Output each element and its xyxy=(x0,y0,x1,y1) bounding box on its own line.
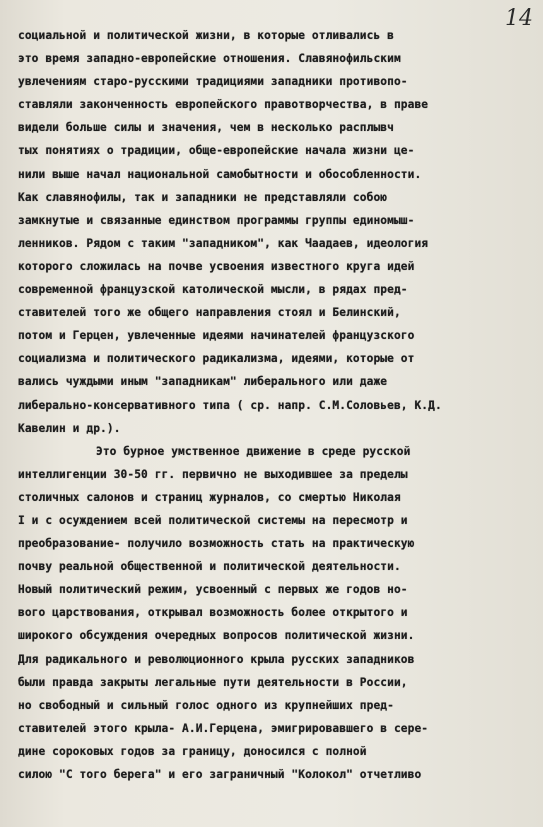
text-line: почву реальной общественной и политической деятельности. xyxy=(18,560,401,574)
text-line: либерально-консервативного типа ( ср. напр. С.М.Соловьев, К.Д. xyxy=(18,398,442,412)
text-line: дине сороковых годов за границу, доносился с полной xyxy=(18,744,367,758)
text-line: ленников. Рядом с таким "западником", как Чаадаев, идеология xyxy=(18,236,429,250)
text-line: современной французской католической мысли, в рядах пред- xyxy=(18,283,408,297)
text-line: широкого обсуждения очередных вопросов политической жизни. xyxy=(18,629,415,643)
text-line: Как славянофилы, так и западники не представляли собою xyxy=(18,190,388,204)
text-line: I и с осуждением всей политической системы на пересмотр и xyxy=(18,513,408,527)
text-line: ставителей этого крыла- А.И.Герцена, эмигрировавшего в сере- xyxy=(18,721,429,735)
text-line: интеллигенции 30-50 гг. первично не выходившее за пределы xyxy=(18,467,408,481)
text-line: вого царствования, открывал возможность более открытого и xyxy=(18,606,408,620)
text-line: ставителей того же общего направления стоял и Белинский, xyxy=(18,306,401,320)
text-line: ставляли законченность европейского правотворчества, в праве xyxy=(18,98,429,112)
text-line: Кавелин и др.). xyxy=(18,421,121,435)
text-line: Для радикального и революционного крыла русских западников xyxy=(18,652,415,666)
text-line: это время западно-европейские отношения. Славянофильским xyxy=(18,52,401,66)
text-line: были правда закрыты легальные пути деятельности в России, xyxy=(18,675,408,689)
text-line: столичных салонов и страниц журналов, со смертью Николая xyxy=(18,490,401,504)
text-line: видели больше силы и значения, чем в несколько расплывч xyxy=(18,121,394,135)
text-line: нили выше начал национальной самобытности и обособленности. xyxy=(18,167,422,181)
text-line: социальной и политической жизни, в которые отливались в xyxy=(18,29,394,42)
text-line: которого сложилась на почве усвоения известного круга идей xyxy=(18,259,415,273)
text-line: но свободный и сильный голос одного из крупнейших пред- xyxy=(18,698,394,712)
text-line: увлечениям старо-русскими традициями западники противопо- xyxy=(18,75,408,89)
text-line: социализма и политического радикализма, идеями, которые от xyxy=(18,352,415,366)
text-line-paragraph-start: Это бурное умственное движение в среде русской xyxy=(96,444,411,458)
page-number: 14 xyxy=(505,6,533,31)
text-line: вались чуждыми иным "западникам" либерального или даже xyxy=(18,375,388,389)
text-line: Новый политический режим, усвоенный с первых же годов но- xyxy=(18,583,408,597)
text-line: потом и Герцен, увлеченные идеями начинателей французского xyxy=(18,329,415,343)
text-line: преобразование- получило возможность стать на практическую xyxy=(18,537,415,551)
text-line: тых понятиях о традиции, обще-европейские начала жизни це- xyxy=(18,144,415,158)
body-text xyxy=(18,24,528,786)
text-line: замкнутые и связанные единством программы группы единомыш- xyxy=(18,213,415,227)
text-line: силою "С того берега" и его заграничный "Колокол" отчетливо xyxy=(18,768,422,781)
